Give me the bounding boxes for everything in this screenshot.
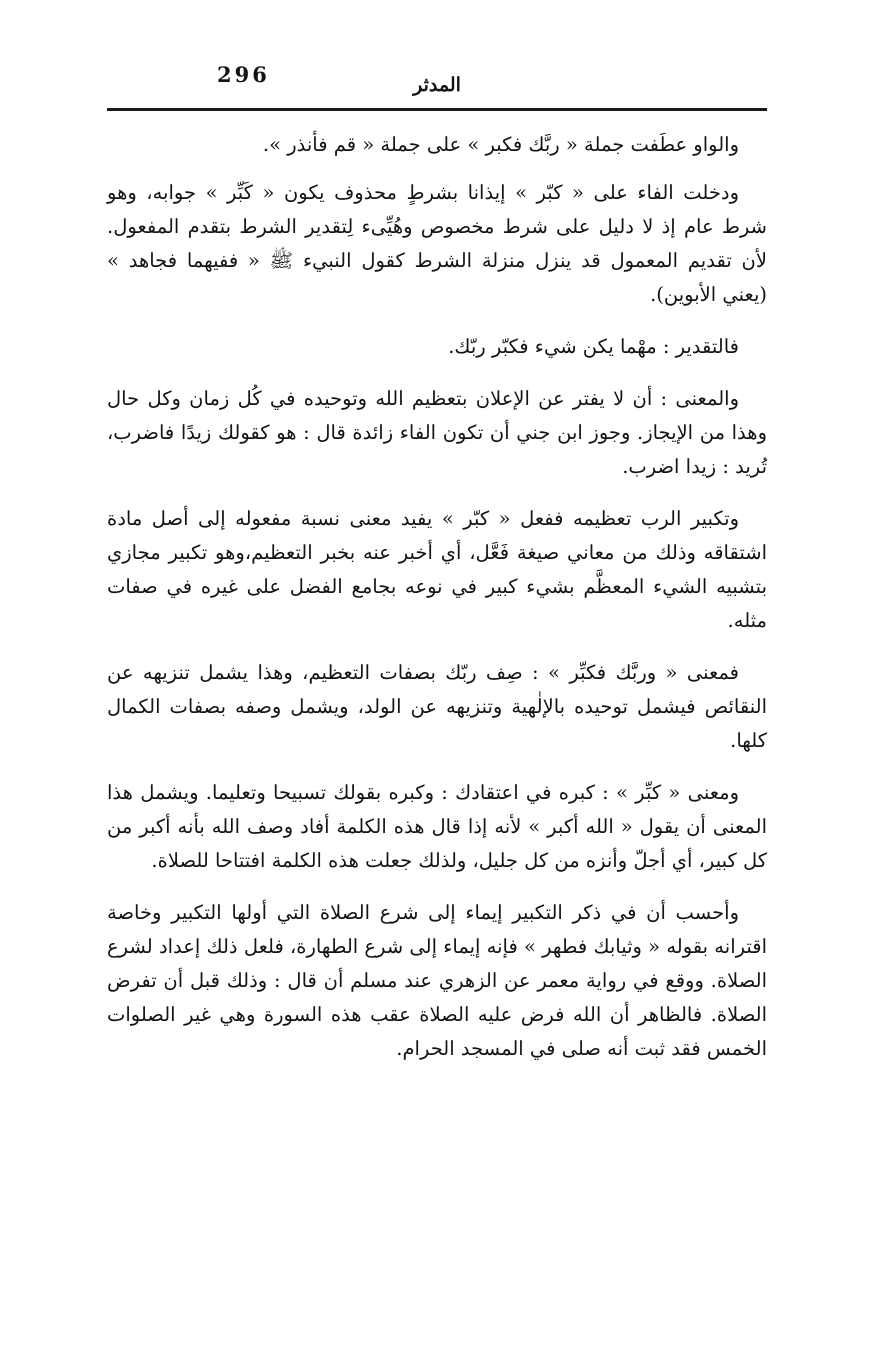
header-rule bbox=[107, 108, 767, 111]
paragraph: والمعنى : أن لا يفتر عن الإعلان بتعظيم الله وتوحيده في كُل زمان وكل حال وهذا من الإيجاز. وجوز ابن جني أن تكون الفاء زائدة قال : هو كقولك زيدًا فاضرب، تُريد : زيدا اضرب. bbox=[107, 387, 767, 478]
paragraph: ودخلت الفاء على « كبّر » إيذانا بشرطٍ محذوف يكون « كَبِّر » جوابه، وهو شرط عام إذ لا دليل على شرط مخصوص وهُيِّىء لِتقدير الشرط بتقدم المفعول. لأن تقديم المعمول قد ينزل منزلة الشرط كقول النبيء ﷺ « ففيهما فجاهد » (يعني الأبوين). bbox=[107, 181, 767, 306]
paragraph: فمعنى « وربَّك فكبِّر » : صِف ربّك بصفات التعظيم، وهذا يشمل تنزيهه عن النقائص فيشمل توحيده بالإلٰهية وتنزيهه عن الولد، ويشمل وصفه بصفات الكمال كلها. bbox=[107, 661, 767, 752]
paragraph: وتكبير الرب تعظيمه ففعل « كبّر » يفيد معنى نسبة مفعوله إلى أصل مادة اشتقاقه وذلك من معاني صيغة فَعَّل، أي أخبر عنه بخبر التعظيم،وهو تكبير مجازي بتشبيه الشيء المعظَّم بشيء كبير في نوعه بجامع الفضل على غيره في صفات مثله. bbox=[107, 507, 767, 632]
page-body bbox=[107, 128, 767, 1084]
page-number: 296 bbox=[217, 62, 270, 87]
running-title: المدثر bbox=[413, 74, 461, 96]
paragraph: فالتقدير : مهْما يكن شيء فكبّر ربّك. bbox=[448, 335, 739, 358]
paragraph: ومعنى « كبِّر » : كبره في اعتقادك : وكبره بقولك تسبيحا وتعليما. ويشمل هذا المعنى أن يقول « الله أكبر » لأنه إذا قال هذه الكلمة أفاد وصف الله بأنه أكبر من كل كبير، أي أجلّ وأنزه من كل جليل، ولذلك جعلت هذه الكلمة افتتاحا للصلاة. bbox=[107, 781, 767, 872]
paragraph: وأحسب أن في ذكر التكبير إيماء إلى شرع الصلاة التي أولها التكبير وخاصة اقترانه بقوله « وثيابك فطهر » فإنه إيماء إلى شرع الطهارة، فلعل ذلك إعداد لشرع الصلاة. ووقع في رواية معمر عن الزهري عند مسلم أن قال : وذلك قبل أن تفرض الصلاة. فالظاهر أن الله فرض عليه الصلاة عقب هذه السورة وهي غير الصلوات الخمس فقد ثبت أنه صلى في المسجد الحرام. bbox=[107, 901, 767, 1060]
paragraph: والواو عطَفت جملة « ربَّك فكبر » على جملة « قم فأنذر ». bbox=[262, 133, 739, 156]
page-header bbox=[107, 60, 767, 108]
